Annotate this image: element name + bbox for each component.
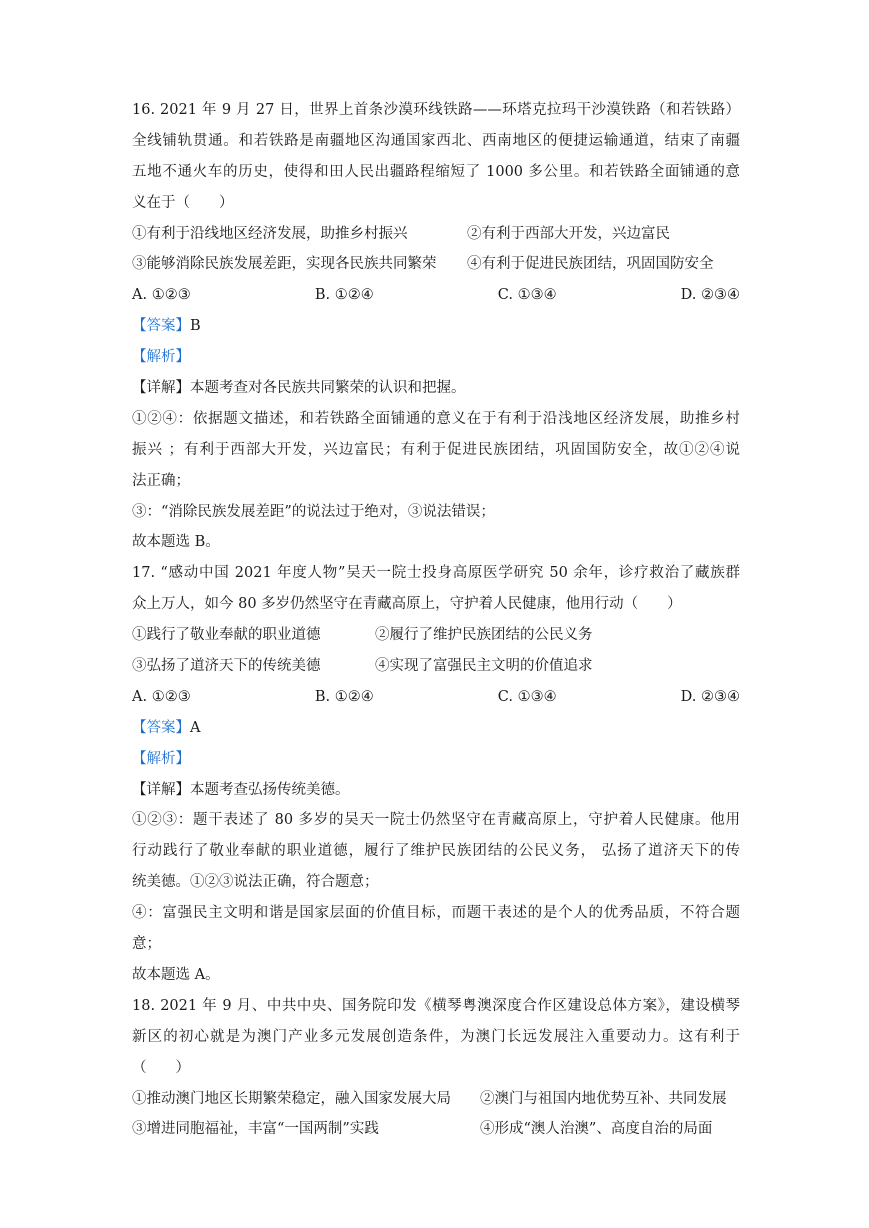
q17-item-4: ④实现了富强民主文明的价值追求 (375, 658, 593, 675)
q17-stem-line: 17. “感动中国 2021 年度人物”吴天一院士投身高原医学研究 50 余年，诊疗救治了藏族群 (132, 565, 740, 582)
q18-items-row (132, 1084, 740, 1115)
q18-item-4: ④形成“澳人治澳”、高度自治的局面 (480, 1121, 713, 1138)
q17-detail-line (132, 775, 740, 806)
analysis-tag: 【解析】 (132, 750, 190, 767)
q16-item-1: ①有利于沿线地区经济发展，助推乡村振兴 (132, 225, 408, 242)
q16-detail-line (132, 373, 740, 404)
detail-text: 本题考查对各民族共同繁荣的认识和把握。 (190, 380, 466, 397)
q16-stem-line: 义在于（ ） (132, 194, 234, 211)
answer-value: A (190, 719, 201, 736)
q16-options (132, 280, 740, 311)
q17-detail-line: ④：富强民主文明和谐是国家层面的价值目标，而题干表述的是个人的优秀品质，不符合题 (132, 905, 740, 922)
q17-detail-line: 统美德。①②③说法正确，符合题意； (132, 874, 379, 891)
q17-items-row (132, 620, 740, 651)
q16-item-4: ④有利于促进民族团结，巩固国防安全 (467, 256, 714, 273)
question-16 (132, 95, 740, 558)
q16-items-row (132, 249, 740, 280)
q18-item-3: ③增进同胞福祉，丰富“一国两制”实践 (132, 1121, 379, 1138)
q16-item-3: ③能够消除民族发展差距，实现各民族共同繁荣 (132, 256, 437, 273)
q17-detail-line: ①②③：题干表述了 80 多岁的吴天一院士仍然坚守在青藏高原上，守护着人民健康。他用 (132, 812, 740, 829)
question-17 (132, 558, 740, 990)
q16-items-row (132, 219, 740, 250)
q18-stem-line: 18. 2021 年 9 月、中共中央、国务院印发《横琴粤澳深度合作区建设总体方案》，建设横琴 (132, 997, 740, 1014)
q16-option-c: C. ①③④ (497, 287, 557, 304)
question-18 (132, 991, 740, 1145)
q17-option-c: C. ①③④ (497, 688, 557, 705)
q16-detail-line: 故本题选 B。 (132, 534, 220, 551)
q16-detail-line: ③：“消除民族发展差距”的说法过于绝对，③说法错误； (132, 503, 495, 520)
q17-detail-line: 行动践行了敬业奉献的职业道德，履行了维护民族团结的公民义务， 弘扬了道济天下的传 (132, 843, 740, 860)
q16-stem-line: 五地不通火车的历史，使得和田人民出疆路程缩短了 1000 多公里。和若铁路全面铺通的意 (132, 163, 740, 180)
document-page (132, 95, 740, 1145)
answer-tag: 【答案】 (132, 318, 190, 335)
q17-item-2: ②履行了维护民族团结的公民义务 (375, 627, 593, 644)
q16-option-d: D. ②③④ (680, 287, 740, 304)
q17-items-row (132, 651, 740, 682)
analysis-tag: 【解析】 (132, 349, 190, 366)
q18-item-2: ②澳门与祖国内地优势互补、共同发展 (480, 1090, 727, 1107)
q16-option-b: B. ①②④ (314, 287, 374, 304)
q18-item-1: ①推动澳门地区长期繁荣稳定，融入国家发展大局 (132, 1090, 451, 1107)
q16-analysis (132, 342, 740, 373)
q16-detail-line: ①②④：依据题文描述，和若铁路全面铺通的意义在于有利于沿浅地区经济发展，助推乡村 (132, 410, 740, 427)
detail-tag: 【详解】 (132, 781, 190, 798)
detail-text: 本题考查弘扬传统美德。 (190, 781, 350, 798)
q16-item-2: ②有利于西部大开发，兴边富民 (467, 225, 670, 242)
q18-items-row (132, 1114, 740, 1145)
q17-option-a: A. ①②③ (132, 688, 191, 705)
q16-option-a: A. ①②③ (132, 287, 191, 304)
q17-stem-line: 众上万人，如今 80 多岁仍然坚守在青藏高原上，守护着人民健康，他用行动（ ） (132, 596, 682, 613)
q16-stem-line: 全线铺轨贯通。和若铁路是南疆地区沟通国家西北、西南地区的便捷运输通道，结束了南疆 (132, 132, 740, 149)
q17-item-1: ①践行了敬业奉献的职业道德 (132, 627, 321, 644)
q17-detail-line: 意； (132, 936, 161, 953)
q17-option-b: B. ①②④ (314, 688, 374, 705)
q17-answer (132, 713, 740, 744)
q16-stem-line: 16. 2021 年 9 月 27 日，世界上首条沙漠环线铁路——环塔克拉玛干沙漠铁路（和若铁路） (132, 102, 740, 118)
q17-detail-line: 故本题选 A。 (132, 966, 220, 983)
answer-tag: 【答案】 (132, 719, 190, 736)
q17-analysis (132, 744, 740, 775)
q18-stem-line: （ ） (132, 1059, 190, 1076)
q17-item-3: ③弘扬了道济天下的传统美德 (132, 658, 321, 675)
q16-answer (132, 311, 740, 342)
q17-option-d: D. ②③④ (680, 688, 740, 705)
q17-options (132, 682, 740, 713)
q16-detail-line: 法正确； (132, 472, 190, 489)
q18-stem-line: 新区的初心就是为澳门产业多元发展创造条件，为澳门长远发展注入重要动力。这有利于 (132, 1028, 740, 1045)
q16-detail-line: 振兴 ；有利于西部大开发，兴边富民；有利于促进民族团结，巩固国防安全，故①②④说 (132, 441, 740, 458)
detail-tag: 【详解】 (132, 380, 190, 397)
answer-value: B (190, 318, 201, 335)
